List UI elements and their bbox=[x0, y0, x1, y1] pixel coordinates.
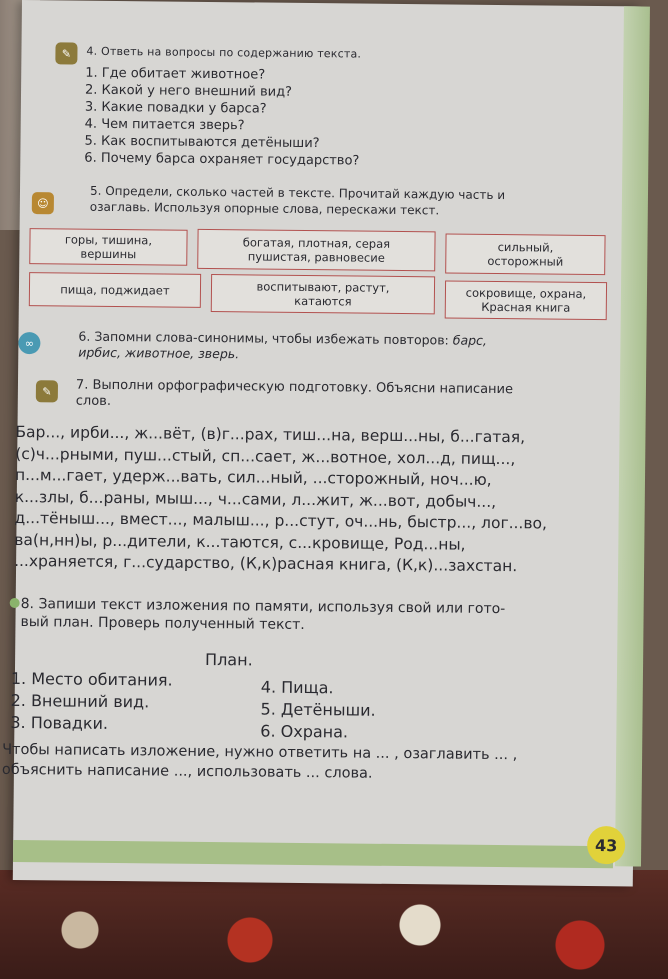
keyword-box bbox=[29, 272, 201, 308]
box-text: пушистая, равновесие bbox=[247, 249, 385, 265]
task6-instruction bbox=[78, 329, 618, 367]
closing-line: Чтобы написать изложение, нужно ответить на ... , озаглавить ... , bbox=[2, 741, 518, 764]
task4-title: 4. Ответь на вопросы по содержанию текста. bbox=[86, 44, 362, 61]
plan-item: 6. Охрана. bbox=[260, 721, 349, 742]
word-line: к...злы, б...раны, мыш..., ч...сами, л...жит, ж...вот, добыч..., bbox=[14, 487, 497, 511]
task5-line: озаглавь. Используя опорные слова, перескажи текст. bbox=[89, 199, 440, 218]
page-bottom-bar bbox=[13, 840, 613, 868]
question-item: 3. Какие повадки у барса? bbox=[84, 99, 267, 117]
plan-left-column bbox=[10, 668, 172, 736]
task6-icon: ∞ bbox=[18, 332, 40, 354]
textbook-page bbox=[1, 0, 642, 886]
box-text: сокровище, охрана, bbox=[465, 285, 587, 301]
keyword-box bbox=[197, 229, 435, 271]
task6-word-bars: барс, bbox=[452, 332, 488, 348]
task6-synonyms: ирбис, животное, зверь. bbox=[78, 344, 240, 362]
keyword-box bbox=[445, 233, 605, 275]
question-item: 6. Почему барса охраняет государство? bbox=[84, 150, 360, 169]
task7-line: 7. Выполни орфографическую подготовку. Объясни написание bbox=[75, 377, 514, 398]
plan-item: 5. Детёныши. bbox=[260, 699, 376, 720]
word-line: ...храняется, г...сударство, (К,к)расная книга, (К,к)...захстан. bbox=[14, 551, 518, 576]
task5-icon: ☺ bbox=[32, 192, 54, 214]
question-item: 4. Чем питается зверь? bbox=[84, 116, 245, 134]
keyword-box bbox=[445, 280, 607, 320]
box-text: пища, поджидает bbox=[60, 282, 170, 298]
task8-marker bbox=[10, 598, 20, 608]
task7-icon: ✎ bbox=[36, 380, 58, 402]
word-line: Бар..., ирби..., ж...вёт, (в)г...рах, тиш...на, верш...ны, б...гатая, bbox=[15, 422, 526, 447]
keyword-box bbox=[211, 274, 435, 314]
plan-item: 4. Пища. bbox=[260, 677, 334, 698]
plan-item: 3. Повадки. bbox=[10, 712, 109, 733]
word-line: д...тёныш..., вмест..., малыш..., р...стут, оч...нь, быстр..., лог...во, bbox=[14, 508, 548, 533]
spelling-words bbox=[14, 422, 616, 579]
page-side-strip bbox=[615, 6, 650, 866]
task7-instruction bbox=[76, 378, 616, 416]
question-item: 2. Какой у него внешний вид? bbox=[84, 82, 293, 100]
task5-line: 5. Определи, сколько частей в тексте. Прочитай каждую часть и bbox=[89, 183, 506, 203]
plan-right-column bbox=[260, 677, 376, 744]
box-text: сильный, bbox=[497, 239, 554, 255]
task5-instruction bbox=[90, 183, 620, 221]
plan-item: 2. Внешний вид. bbox=[10, 690, 150, 712]
closing-line: объяснить написание ..., использовать ... слова. bbox=[1, 761, 373, 782]
task8-line: вый план. Проверь полученный текст. bbox=[20, 614, 305, 633]
question-item: 1. Где обитает животное? bbox=[85, 65, 266, 83]
box-text: Красная книга bbox=[481, 299, 571, 315]
carpet-background bbox=[0, 870, 668, 979]
word-line: п...м...гает, удерж...вать, сил...ный, ...сторожный, ноч...ю, bbox=[14, 465, 492, 489]
box-text: катаются bbox=[294, 293, 352, 309]
task4-icon: ✎ bbox=[55, 42, 77, 64]
box-text: воспитывают, растут, bbox=[256, 279, 390, 295]
box-text: горы, тишина, bbox=[64, 232, 153, 248]
word-line: ва(н,нн)ы, р...дители, к...таются, с...кровище, Род...ны, bbox=[14, 530, 466, 554]
task7-line: слов. bbox=[75, 393, 112, 409]
task6-text: 6. Запомни слова-синонимы, чтобы избежать повторов: bbox=[78, 328, 453, 348]
word-line: (с)ч...рными, пуш...стый, сп...сает, ж...вотное, хол...д, пищ..., bbox=[15, 444, 516, 468]
box-text: богатая, плотная, серая bbox=[242, 235, 391, 251]
plan-item: 1. Место обитания. bbox=[10, 668, 173, 690]
task8-instruction bbox=[20, 595, 615, 637]
keyword-box bbox=[29, 228, 187, 266]
closing-instruction bbox=[2, 740, 622, 786]
question-item: 5. Как воспитываются детёныши? bbox=[84, 133, 320, 152]
plan-title: План. bbox=[205, 649, 253, 670]
box-text: вершины bbox=[80, 246, 137, 262]
box-text: осторожный bbox=[487, 253, 564, 269]
page-number: 43 bbox=[587, 826, 625, 864]
task8-line: 8. Запиши текст изложения по памяти, используя свой или гото- bbox=[20, 596, 506, 618]
task4-question-list bbox=[84, 65, 360, 170]
